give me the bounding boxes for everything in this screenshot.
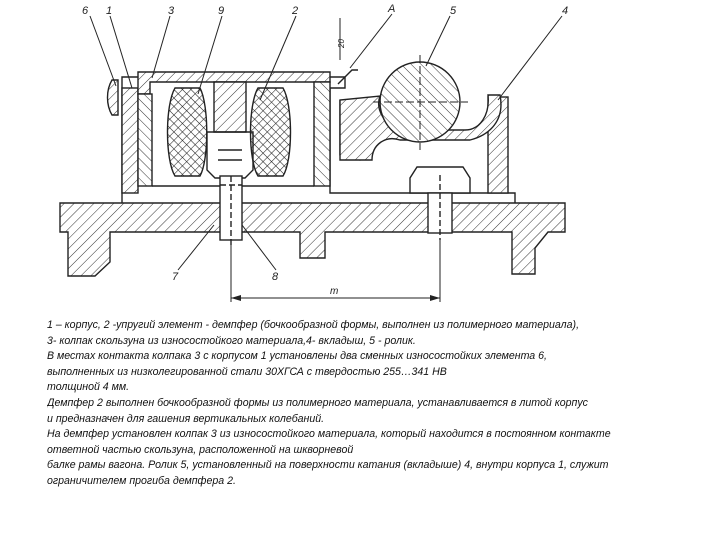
label-4: 4 [562,5,569,17]
dimension-label-m: m [330,286,339,297]
caption-line: 3- колпак скользуна из износостойкого материала,4- вкладыш, 5 - ролик. [47,334,416,347]
cap-inner-block [214,82,246,132]
caption-line: выполненных из низколегированной стали 30ХГСА с твердостью 255…341 НВ [47,365,447,378]
base-frame [60,203,565,276]
cap-right-side [314,82,330,186]
caption-line: ответной частью скользуна, расположенной на шкворневой [47,443,354,456]
leader-6 [90,16,116,86]
leader-1 [110,16,132,88]
cap-left-side [138,94,152,186]
label-1: 1 [106,5,113,17]
dimension-label-vertical: 20 [337,39,346,48]
leader-3 [152,16,170,78]
figure-caption [47,318,720,490]
label-9: 9 [218,5,225,17]
label-8: 8 [272,271,279,283]
housing-left-wall [122,88,138,193]
caption-line: 1 – корпус, 2 -упругий элемент - демпфер (бочкообразной формы, выполнен из полимерного материала), [47,319,580,331]
caption-line: Демпфер 2 выполнен бочкообразной формы из полимерного материала, устанавливается в литой корпус [47,396,588,409]
label-6: 6 [82,5,89,17]
leader-5 [426,16,450,66]
caption-line: На демпфер установлен колпак 3 из износостойкого материала, который находится в постоянном контакте [47,428,611,441]
leader-A [350,14,392,68]
wear-element-6 [108,80,119,115]
center-column [207,132,253,178]
damper-right [251,88,291,176]
label-A: А [388,3,396,15]
caption-line: В местах контакта колпака 3 с корпусом 1 установлены два сменных износостойких элемента 6, [47,350,547,363]
label-3: 3 [168,5,175,17]
caption-line: и предназначен для гашения вертикальных колебаний. [47,412,325,425]
label-5: 5 [450,5,457,17]
caption-line: толщиной 4 мм. [47,381,130,394]
leader-4 [498,16,562,100]
caption-line: ограничителем прогиба демпфера 2. [47,474,236,487]
damper-left [168,88,207,176]
label-7: 7 [172,271,179,283]
caption-line: балке рамы вагона. Ролик 5, установленный на поверхности катания (вкладыше) 4, внутри корпуса 1, служит [47,459,609,472]
label-2: 2 [292,5,299,17]
